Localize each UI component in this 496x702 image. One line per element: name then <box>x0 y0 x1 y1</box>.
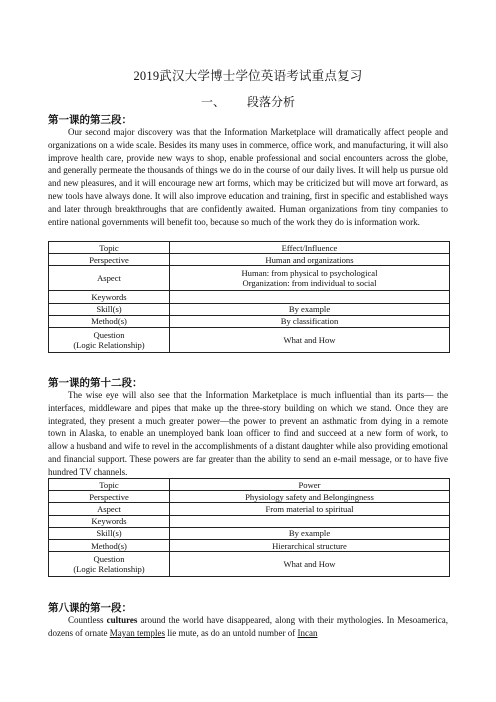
table-cell-label: Perspective <box>49 491 170 503</box>
table-row <box>49 266 450 291</box>
underlined-term: Incan <box>297 627 318 638</box>
question-label: Question <box>93 554 125 565</box>
underlined-term: Mayan temples <box>109 627 165 638</box>
paragraph-1: Our second major discovery was that the Information Marketplace will dramatically affect people and organizations on a wide scale. Besides its many uses in commerce, office work, and manufacturing, it will also improve health care, provide new ways to shop, enable professional and social encounters across the globe, and generally permeate the thousands of things we do in the course of our daily lives. It will help us pursue old and new pleasures, and it will encourage new art forms, which may be criticized but will move art forward, as new tools have always done. It will also improve education and training, first in specific and established ways and later through breakthroughs that are confidently awaited. Human organizations from tiny companies to entire national governments will benefit too, because so much of the work they do is information work. <box>48 127 448 227</box>
table-cell-label: Aspect <box>49 503 170 515</box>
table-cell-value: What and How <box>170 327 450 352</box>
section-subtitle <box>0 93 496 110</box>
table-cell-label: Skill(s) <box>49 527 170 539</box>
table-cell-label: Method(s) <box>49 539 170 551</box>
table-row <box>49 303 450 315</box>
analysis-table-2 <box>48 478 450 577</box>
section-heading-3: 第八课的第一段： <box>48 602 132 614</box>
table-cell-value: By classification <box>170 315 450 327</box>
table-cell-value: Power <box>170 479 450 491</box>
table-cell-label: Aspect <box>49 266 170 291</box>
table-cell-label: Keywords <box>49 515 170 527</box>
table-row <box>49 291 450 303</box>
section-heading-1: 第一课的第三段： <box>48 114 132 126</box>
table-cell-value: By example <box>170 527 450 539</box>
table-cell-label <box>49 327 170 352</box>
paragraph-3 <box>48 614 448 640</box>
table-cell-value: Hierarchical structure <box>170 539 450 551</box>
table-cell-label: Topic <box>49 242 170 254</box>
table-cell-value: By example <box>170 303 450 315</box>
table-cell-label: Topic <box>49 479 170 491</box>
subtitle-text: 段落分析 <box>247 95 296 109</box>
table-row <box>49 491 450 503</box>
table-row <box>49 479 450 491</box>
text-run: lie mute, as do an untold number of <box>164 627 298 638</box>
table-row <box>49 254 450 266</box>
table-row <box>49 515 450 527</box>
question-sublabel: (Logic Relationship) <box>73 564 145 575</box>
table-cell-value <box>170 291 450 303</box>
question-sublabel: (Logic Relationship) <box>73 339 145 350</box>
table-cell-value: Physiology safety and Belongingness <box>170 491 450 503</box>
text-run: Countless <box>68 615 107 625</box>
table-row <box>49 503 450 515</box>
table-row <box>49 552 450 577</box>
table-row <box>49 327 450 352</box>
table-row <box>49 242 450 254</box>
table-cell-value: What and How <box>170 552 450 577</box>
document-title: 2019武汉大学博士学位英语考试重点复习 <box>133 69 363 83</box>
analysis-table-1 <box>48 241 450 353</box>
table-cell-value <box>170 515 450 527</box>
table-cell-value: Effect/Influence <box>170 242 450 254</box>
question-label: Question <box>93 329 125 340</box>
table-cell-value <box>170 266 450 291</box>
subtitle-number: 一、 <box>200 95 225 109</box>
table-cell-label: Method(s) <box>49 315 170 327</box>
table-row <box>49 315 450 327</box>
table-cell-value: Human and organizations <box>170 254 450 266</box>
table-row <box>49 539 450 551</box>
section-heading-2: 第一课的第十二段： <box>48 377 143 389</box>
text-run: around the world have disappeared, along with their mythologies. In Mesoamerica, dozens of ornate <box>48 615 448 638</box>
table-cell-label <box>49 552 170 577</box>
bold-term: cultures <box>106 615 138 625</box>
table-cell-label: Skill(s) <box>49 303 170 315</box>
table-cell-label: Keywords <box>49 291 170 303</box>
table-cell-label: Perspective <box>49 254 170 266</box>
aspect-line: Organization: from individual to social <box>242 278 377 289</box>
paragraph-2: The wise eye will also see that the Information Marketplace is much influential than its parts— the interfaces, middleware and pipes that make up the three-story building on which we stand. Once they are integrated, they present a much greater power—the power to prevent an asthmatic from dying in a remote town in Alaska, to enable an unemployed bank loan officer to find and succeed at a new form of work, to allow a husband and wife to revel in the accomplishments of a distant daughter while also providing emotional and financial support. These powers are far greater than the ability to send an e-mail message, or to have five hundred TV channels. <box>48 390 448 477</box>
table-cell-value: From material to spiritual <box>170 503 450 515</box>
table-row <box>49 527 450 539</box>
aspect-line: Human: from physical to psychological <box>241 268 378 279</box>
